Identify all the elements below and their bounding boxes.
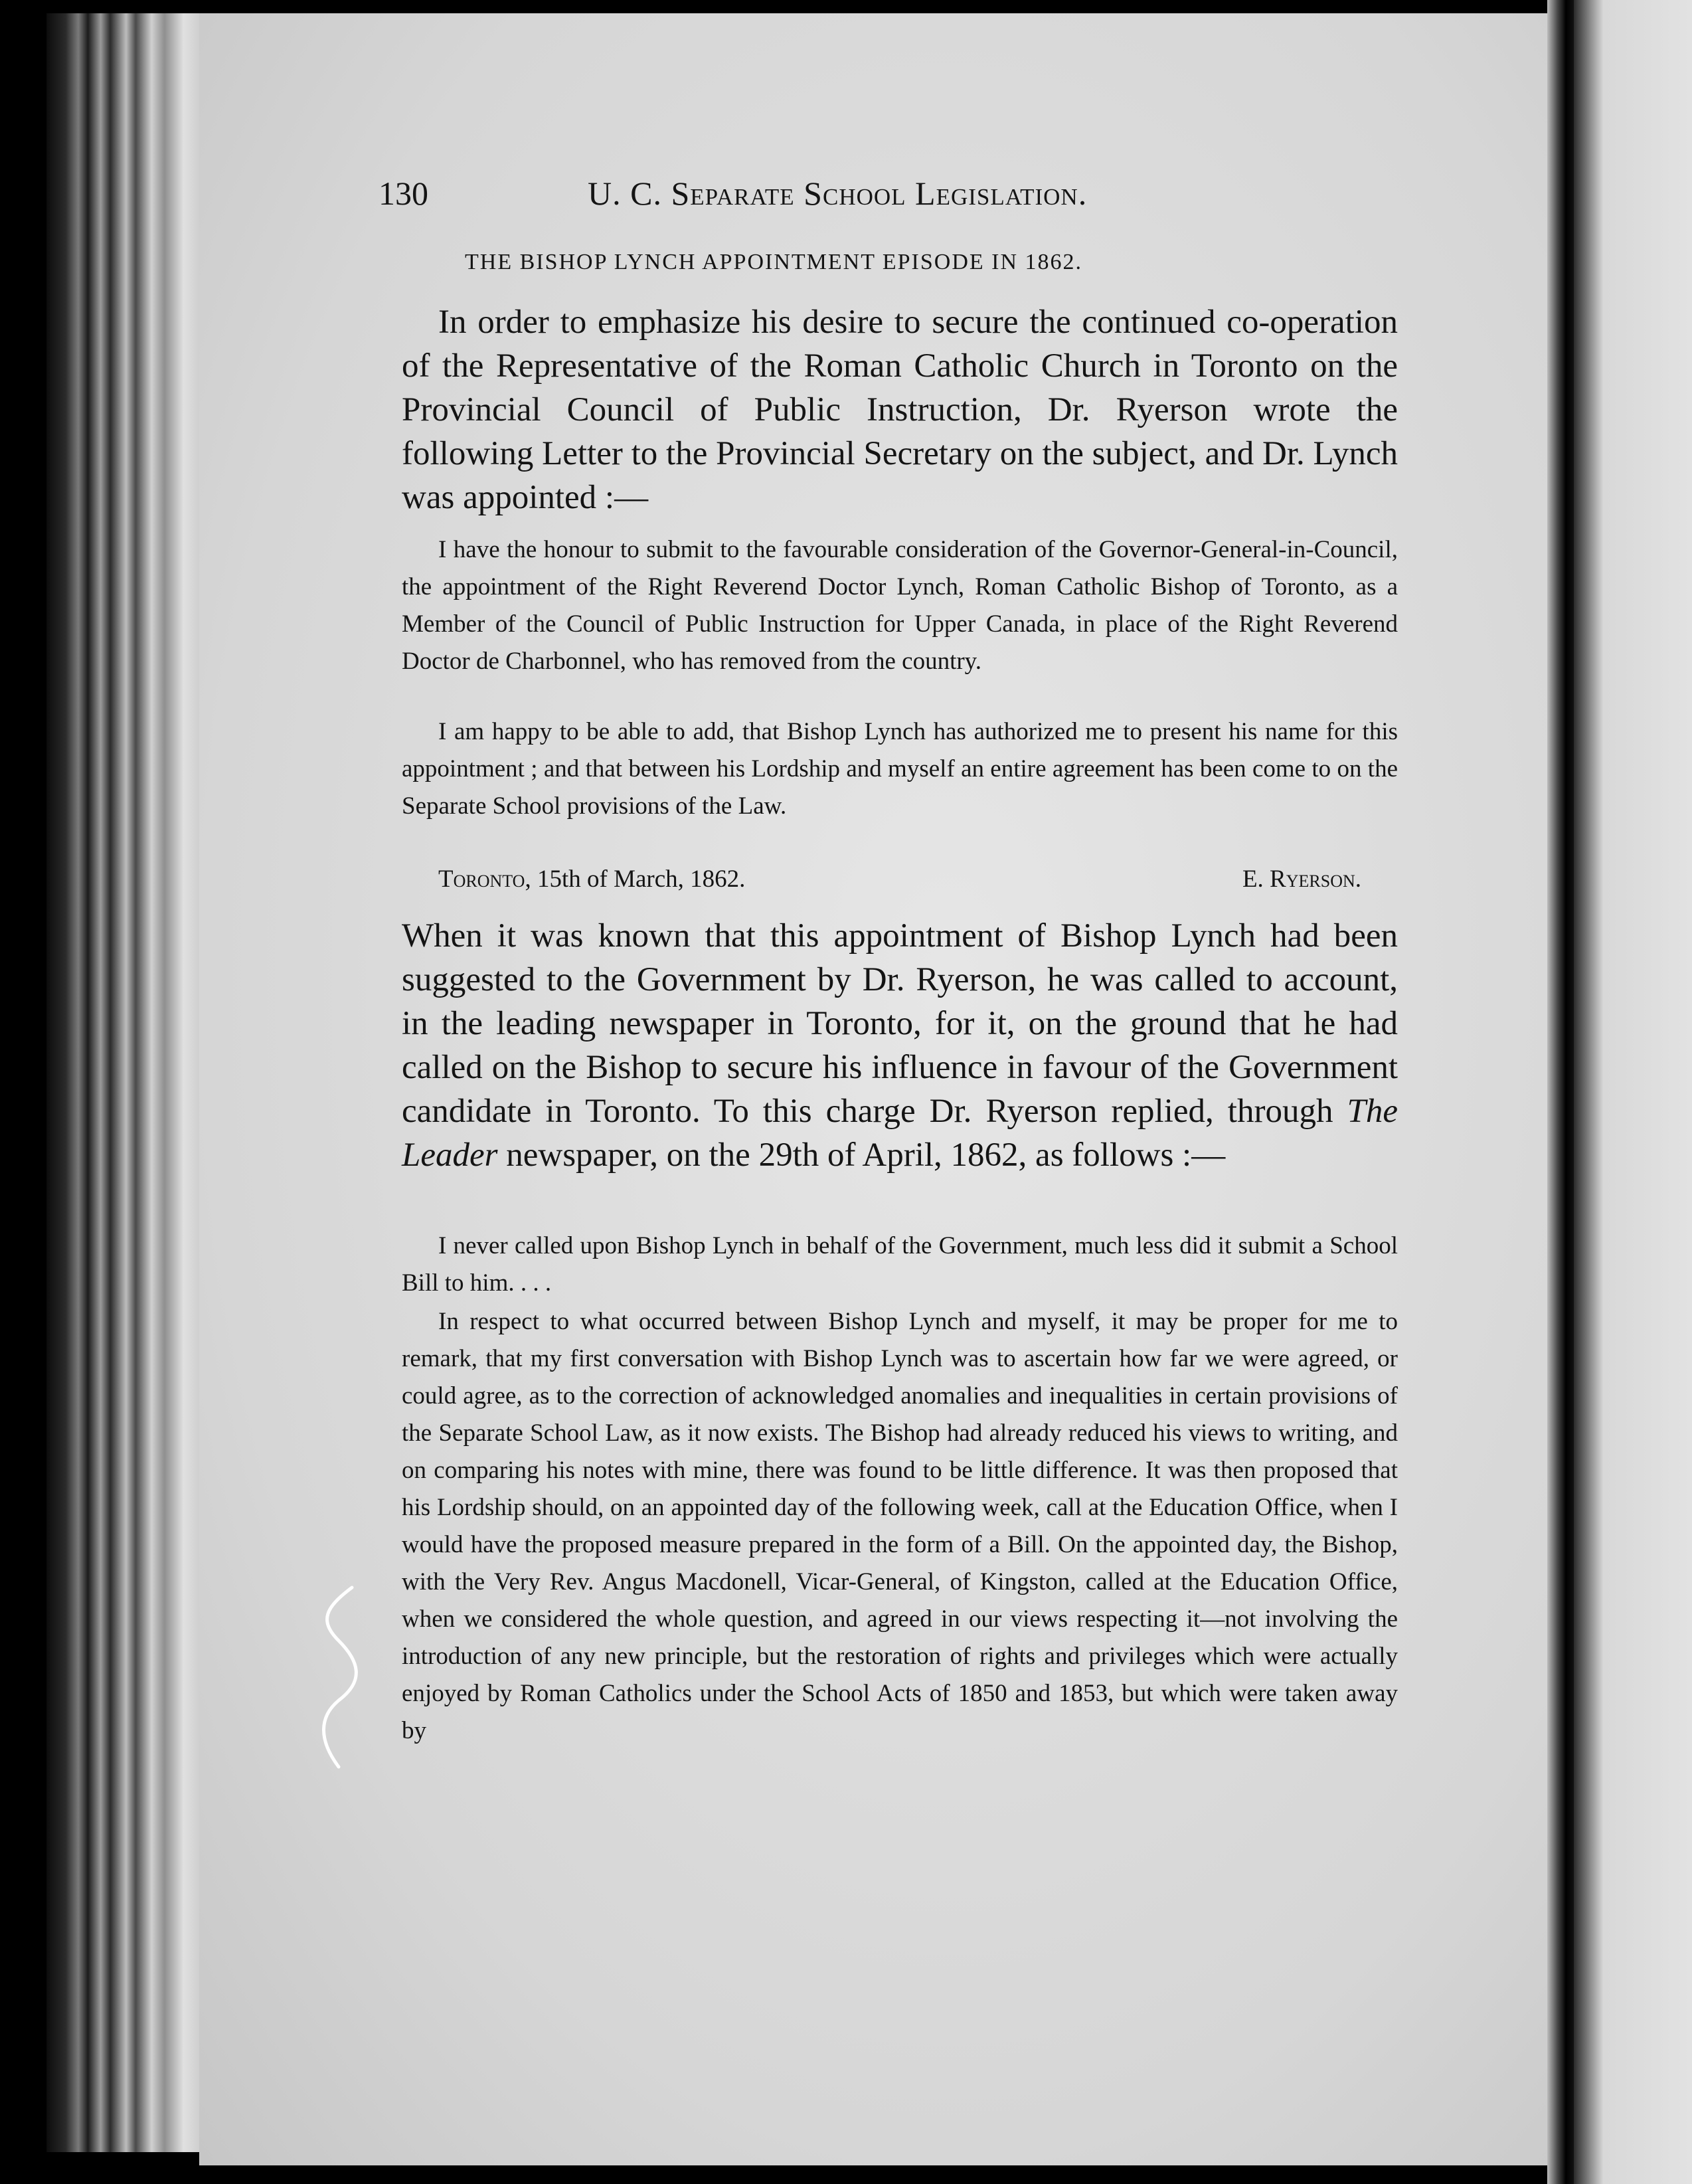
running-head (379, 174, 1209, 221)
letter-paragraph-1: I have the honour to submit to the favourable consideration of the Governor-General-in-Council, the appointment of the Right Reverend Doctor Lynch, Roman Catholic Bishop of Toronto, as a Member of the Council of Public Instruction for Upper Canada, in place of the Right Reverend Doctor de Charbonnel, who has removed from the country. (402, 536, 1398, 675)
signature-date: 15th of March, 1862. (531, 865, 746, 893)
section-heading: THE BISHOP LYNCH APPOINTMENT EPISODE IN 1862. (465, 250, 1083, 274)
reply-paragraph-2: In respect to what occurred between Bishop Lynch and myself, it may be proper for me to remark, that my first conversation with Bishop Lynch was to ascertain how far we were agreed, or could agree, as to the correction of acknowledged anomalies and inequalities in certain provisions of the Separate School Law, as it now exists. The Bishop had already reduced his views to writing, and on comparing his notes with mine, there was found to be little difference. It was then proposed that his Lordship should, on an appointed day of the following week, call at the Education Office, when I would have the proposed measure prepared in the form of a Bill. On the appointed day, the Bishop, with the Very Rev. Angus Macdonell, Vicar-General, of Kingston, called at the Education Office, when we considered the whole question, and agreed in our views respecting it—not involving the introduction of any new principle, but the restoration of rights and privileges which were actually enjoyed by Roman Catholics under the School Acts of 1850 and 1853, but which were taken away by (402, 1308, 1398, 1744)
facing-page-edge (1574, 0, 1692, 2184)
signature-name: E. Ryerson. (1242, 865, 1361, 893)
letter-paragraph-2: I am happy to be able to add, that Bishop Lynch has authorized me to present his name for this appointment ; and that between his Lordship and myself an entire agreement has been come to on the Separate School provisions of the Law. (402, 718, 1398, 820)
reply-intro-text-2: newspaper, on the 29th of April, 1862, as follows :— (497, 1137, 1226, 1174)
intro-paragraph: In order to emphasize his desire to secure the continued co-operation of the Representative of the Roman Catholic Church in Toronto on the Provincial Council of Public Instruction, Dr. Ryerson wrote the following Letter to the Provincial Secretary on the subject, and Dr. Lynch was appointed :— (402, 304, 1398, 516)
running-title: U. C. Separate School Legislation. (588, 175, 1088, 212)
page-number: 130 (379, 175, 428, 212)
letter-signature (438, 865, 1361, 902)
reply-intro-paragraph (402, 914, 1398, 1177)
reply-paragraph-1: I never called upon Bishop Lynch in behalf of the Government, much less did it submit a School Bill to him. . . . (402, 1232, 1398, 1297)
page-gutter (1547, 0, 1574, 2184)
reply-intro-text-1: When it was known that this appointment of Bishop Lynch had been suggested to the Government by Dr. Ryerson, he was called to account, in the leading newspaper in Toronto, for it, on the ground that he had called on the Bishop to secure his influence in favour of the Government candidate in Toronto. To this charge Dr. Ryerson replied, through (402, 917, 1398, 1130)
signature-place: Toronto, (438, 865, 531, 893)
newspaper-title: The Leader (402, 1093, 1398, 1174)
pencil-squiggle-mark (312, 1581, 372, 1780)
signature-place-date (438, 865, 745, 893)
book-spine-edges (46, 13, 206, 2152)
